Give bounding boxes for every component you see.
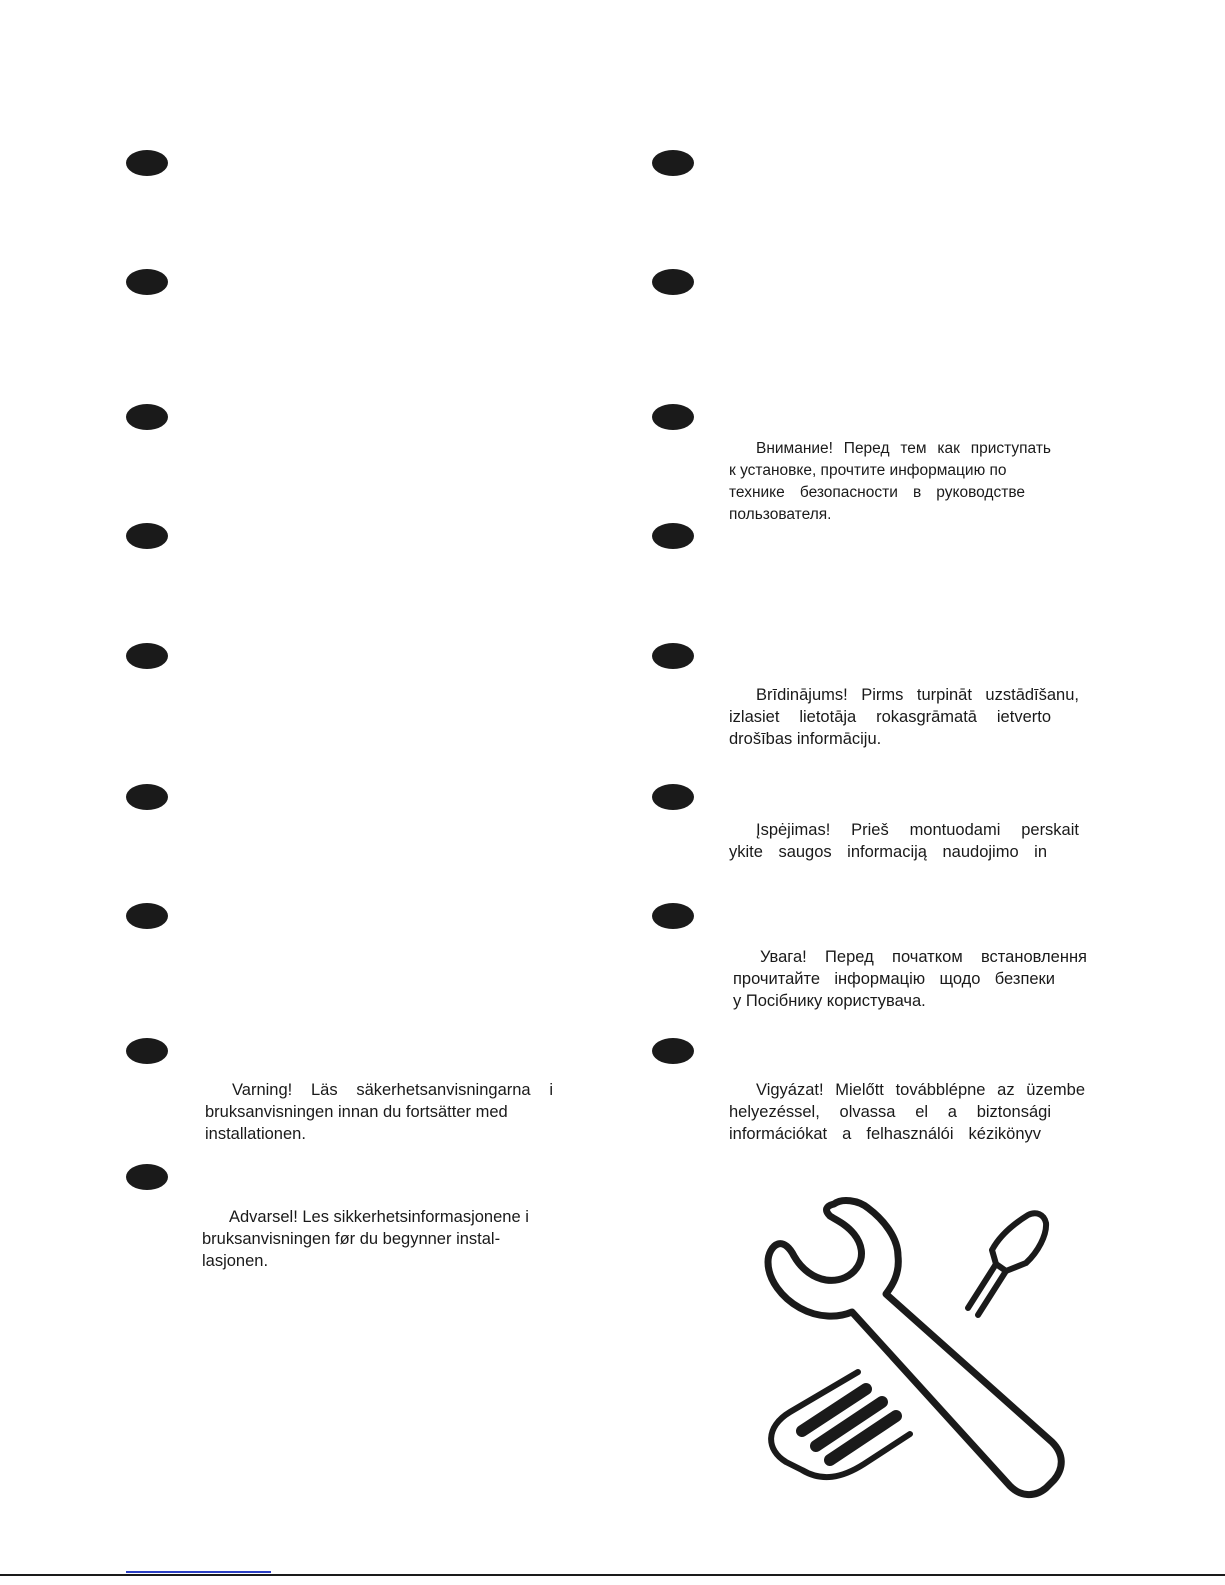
- warning-line: Vigyázat! Mielőtt továbblépne az üzembe: [756, 1081, 1085, 1099]
- language-badge-icon: [652, 523, 694, 549]
- wrench-screwdriver-icon: [760, 1190, 1070, 1510]
- warning-line: bruksanvisningen før du begynner instal-: [202, 1230, 501, 1248]
- footer-link-underline: [126, 1571, 271, 1573]
- language-badge-icon: [126, 150, 168, 176]
- footer-rule: [0, 1574, 1225, 1576]
- warning-text-no: [202, 1206, 552, 1272]
- language-badge-icon: [652, 269, 694, 295]
- warning-line: к установке, прочтите информацию по: [729, 462, 1007, 479]
- warning-line: Увага! Перед початком встановлення: [760, 948, 1087, 966]
- warning-line: drošības informāciju.: [729, 730, 882, 748]
- language-badge-icon: [652, 1038, 694, 1064]
- language-badge-icon: [126, 784, 168, 810]
- warning-line: у Посібнику користувача.: [733, 992, 926, 1010]
- language-badge-icon: [652, 903, 694, 929]
- warning-line: Įspėjimas! Prieš montuodami perskait: [756, 821, 1079, 839]
- warning-line: ykite saugos informaciją naudojimo in: [729, 843, 1047, 861]
- warning-line: Внимание! Перед тем как приступать: [756, 440, 1051, 457]
- language-badge-icon: [126, 1038, 168, 1064]
- warning-text-hu: [729, 1079, 1085, 1145]
- language-badge-icon: [652, 150, 694, 176]
- warning-text-ru: [729, 438, 1051, 526]
- warning-line: технике безопасности в руководстве: [729, 484, 1025, 501]
- language-badge-icon: [652, 784, 694, 810]
- language-badge-icon: [652, 404, 694, 430]
- language-badge-icon: [126, 404, 168, 430]
- warning-text-sv: [205, 1079, 553, 1145]
- warning-line: installationen.: [205, 1125, 306, 1143]
- warning-text-lv: [729, 684, 1079, 750]
- warning-line: прочитайте інформацію щодо безпеки: [733, 970, 1055, 988]
- warning-line: helyezéssel, olvassa el a biztonsági: [729, 1103, 1051, 1121]
- warning-line: lasjonen.: [202, 1252, 269, 1270]
- warning-line: пользователя.: [729, 506, 832, 523]
- warning-line: bruksanvisningen innan du fortsätter med: [205, 1103, 508, 1121]
- warning-text-lt: [729, 819, 1079, 863]
- language-badge-icon: [126, 523, 168, 549]
- language-badge-icon: [126, 269, 168, 295]
- language-badge-icon: [126, 643, 168, 669]
- language-badge-icon: [652, 643, 694, 669]
- language-badge-icon: [126, 1164, 168, 1190]
- warning-line: információkat a felhasználói kézikönyv: [729, 1125, 1041, 1143]
- warning-line: Advarsel! Les sikkerhetsinformasjonene i: [229, 1208, 529, 1226]
- language-badge-icon: [126, 903, 168, 929]
- warning-line: izlasiet lietotāja rokasgrāmatā ietverto: [729, 708, 1051, 726]
- warning-line: Brīdinājums! Pirms turpināt uzstādīšanu,: [756, 686, 1079, 704]
- warning-text-uk: [733, 946, 1087, 1012]
- warning-line: Varning! Läs säkerhetsanvisningarna i: [232, 1081, 553, 1099]
